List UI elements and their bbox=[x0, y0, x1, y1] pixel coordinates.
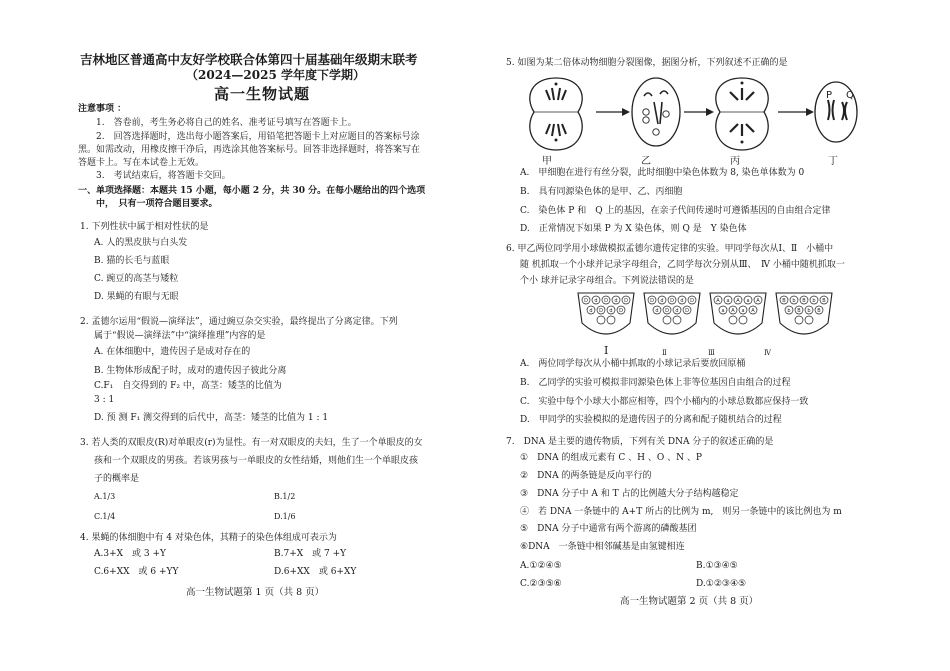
q2-option-b: B. 生物体形成配子时，成对的遗传因子彼此分离 bbox=[94, 366, 287, 376]
ball-letter: d bbox=[660, 298, 664, 304]
bucket-3-icon bbox=[710, 293, 766, 334]
notice-heading: 注意事项 ： bbox=[78, 104, 127, 114]
ball-letter: B bbox=[782, 298, 786, 304]
q5-option-a: A. 甲细胞在进行有丝分裂，此时细胞中染色体数为 8, 染色单体数为 0 bbox=[520, 168, 805, 178]
section-heading: 中， 只有一项符合题目要求。 bbox=[96, 199, 218, 209]
ball-letter: D bbox=[624, 298, 628, 304]
q7-statement: ④ 若 DNA 一条链中的 A+T 所占的比例为 m, 则另一条链中的该比例也为 m bbox=[520, 507, 842, 517]
ball-letter: a bbox=[726, 298, 730, 304]
cell-bing-icon bbox=[716, 78, 768, 150]
ball-letter: D bbox=[685, 308, 689, 314]
cell-division-figure bbox=[516, 72, 861, 162]
q6-stem: 个小 球并记录字母组合。下列说法错误的是 bbox=[520, 276, 694, 286]
ball-letter: d bbox=[655, 308, 659, 314]
q6-stem: 随 机抓取一个小球并记录字母组合，乙同学每次分别从Ⅲ、 Ⅳ 小桶中随机抓取一 bbox=[520, 260, 845, 270]
ball-letter: D bbox=[604, 298, 608, 304]
ball-letter: d bbox=[680, 298, 684, 304]
ball-letter: A bbox=[731, 308, 735, 314]
q7-statement: ⑥DNA 一条链中相邻碱基是由氢键相连 bbox=[520, 542, 685, 552]
q1-option-d: D. 果蝇的有眼与无眼 bbox=[94, 292, 179, 302]
cell-jia-icon bbox=[530, 78, 582, 150]
ball-letter: D bbox=[584, 298, 588, 304]
page-footer: 高一生物试题第 1 页（共 8 页） bbox=[186, 587, 325, 598]
q4-option-d: D.6+XX 或 6+XY bbox=[274, 567, 357, 577]
ball-letter: D bbox=[599, 308, 603, 314]
ball-letter: a bbox=[721, 308, 725, 314]
bucket-label-4: Ⅳ bbox=[764, 349, 771, 357]
q7-statement: ② DNA 的两条链是反向平行的 bbox=[520, 471, 652, 481]
q7-statement: ① DNA 的组成元素有 C 、H 、O 、N 、P bbox=[520, 453, 702, 463]
ball-letter: b bbox=[787, 308, 791, 314]
exam-title: 吉林地区普通高中友好学校联合体第四十届基础年级期末联考 bbox=[80, 52, 418, 67]
figure-label-bing: 丙 bbox=[730, 156, 740, 167]
q4-stem: 4. 果蝇的体细胞中有 4 对染色体，其精子的染色体组成可表示为 bbox=[80, 533, 337, 543]
ball-letter: a bbox=[741, 308, 745, 314]
q7-option-d: D.①②③④⑤ bbox=[696, 579, 747, 589]
ball-letter: b bbox=[792, 298, 796, 304]
bucket-1-icon bbox=[578, 293, 634, 334]
q2-option-c-ratio: 3 : 1 bbox=[94, 395, 115, 405]
figure-label-yi: 乙 bbox=[641, 156, 651, 167]
notice-line: 2. 回答选择题时，选出每小题答案后，用铅笔把答题卡上对应题目的答案标号涂 bbox=[96, 132, 420, 142]
ball-letter: d bbox=[614, 298, 618, 304]
ball-letter: A bbox=[716, 298, 720, 304]
ball-letter: B bbox=[797, 308, 801, 314]
q5-stem: 5. 如图为某二倍体动物细胞分裂图像，据图分析，下列叙述不正确的是 bbox=[506, 58, 788, 68]
ball-letter: D bbox=[665, 308, 669, 314]
ball-letter: A bbox=[756, 298, 760, 304]
ball-letter: B bbox=[822, 298, 826, 304]
q4-option-b: B.7+X 或 7 +Y bbox=[274, 549, 347, 559]
cell-yi-icon bbox=[632, 78, 680, 146]
q7-option-b: B.①③④⑤ bbox=[696, 561, 738, 571]
bucket-label-2: Ⅱ bbox=[662, 349, 667, 357]
q3-stem: 子的概率是 bbox=[94, 474, 140, 484]
q7-statement: ③ DNA 分子中 A 和 T 占的比例越大分子结构越稳定 bbox=[520, 489, 739, 499]
q2-stem: 属于“假说—演绎法”中“演绎推理”内容的是 bbox=[94, 331, 266, 341]
q1-option-c: C. 豌豆的高茎与矮粒 bbox=[94, 274, 179, 284]
notice-line: 1. 答卷前，考生务必将自己的姓名、准考证号填写在答题卡上。 bbox=[96, 118, 357, 128]
ball-letter: b bbox=[812, 298, 816, 304]
bucket-label-3: Ⅲ bbox=[708, 349, 715, 357]
ball-letter: A bbox=[736, 298, 740, 304]
chromosome-q-label: Q bbox=[846, 90, 854, 101]
q3-option-d: D.1/6 bbox=[274, 512, 296, 521]
notice-line: 黑。如需改动，用橡皮擦干净后，再选涂其他答案标号。回答非选择题时，将答案写在 bbox=[78, 145, 421, 155]
bucket-2-icon bbox=[644, 293, 700, 334]
q6-option-c: C. 实验中每个小球大小都应相等，四个小桶内的小球总数都应保持一致 bbox=[520, 397, 809, 407]
q6-option-b: B. 乙同学的实验可模拟非同源染色体上非等位基因自由组合的过程 bbox=[520, 378, 791, 388]
ball-letter: B bbox=[802, 298, 806, 304]
q1-option-b: B. 猫的长毛与蓝眼 bbox=[94, 256, 170, 266]
q4-option-c: C.6+XX 或 6 +YY bbox=[94, 567, 179, 577]
ball-letter: d bbox=[594, 298, 598, 304]
q7-statement: ⑤ DNA 分子中通常有两个游离的磷酸基团 bbox=[520, 524, 697, 534]
ball-buckets-figure bbox=[576, 289, 836, 349]
ball-letter: d bbox=[589, 308, 593, 314]
ball-letter: d bbox=[609, 308, 613, 314]
figure-label-ding: 丁 bbox=[828, 156, 838, 167]
ball-letter: D bbox=[650, 298, 654, 304]
bucket-label-1: Ⅰ bbox=[604, 344, 609, 357]
q2-option-a: A. 在体细胞中，遗传因子是成对存在的 bbox=[94, 347, 251, 357]
ball-letter: b bbox=[807, 308, 811, 314]
exam-year: （2024—2025 学年度下学期） bbox=[186, 68, 365, 82]
ball-letter: D bbox=[690, 298, 694, 304]
q3-option-c: C.1/4 bbox=[94, 512, 116, 521]
section-heading: 一、单项选择题：本题共 15 小题，每小题 2 分，共 30 分。在每小题给出的四个选项 bbox=[78, 186, 426, 196]
exam-subject-title: 高一生物试题 bbox=[214, 85, 311, 103]
q5-option-c: C. 染色体 P 和 Q 上的基因，在亲子代间传递时可遵循基因的自由组合定律 bbox=[520, 206, 831, 216]
notice-line: 答题卡上。写在本试卷上无效。 bbox=[78, 158, 205, 168]
q2-stem: 2. 孟德尔运用“假说—演绎法”，通过豌豆杂交实验，最终提出了分离定律。下列 bbox=[80, 317, 398, 327]
q2-option-d: D. 预 测 F₁ 测交得到的后代中，高茎：矮茎的比值为 1 : 1 bbox=[94, 413, 329, 423]
ball-letter: D bbox=[670, 298, 674, 304]
q3-stem: 孩和一个双眼皮的男孩。若该男孩与一单眼皮的女性结婚，则他们生一个单眼皮孩 bbox=[94, 456, 419, 466]
ball-letter: B bbox=[817, 308, 821, 314]
q1-stem: 1. 下列性状中属于相对性状的是 bbox=[80, 222, 209, 232]
q3-stem: 3. 若人类的双眼皮(R)对单眼皮(r)为显性。有一对双眼皮的夫妇，生了一个单眼皮的女 bbox=[80, 438, 423, 448]
cell-ding-icon bbox=[815, 82, 857, 142]
page-footer: 高一生物试题第 2 页（共 8 页） bbox=[620, 596, 759, 607]
q7-stem: 7. DNA 是主要的遗传物质，下列有关 DNA 分子的叙述正确的是 bbox=[506, 437, 774, 447]
q4-option-a: A.3+X 或 3 +Y bbox=[94, 549, 166, 559]
q5-option-d: D. 正常情况下如果 P 为 X 染色体，则 Q 是 Y 染色体 bbox=[520, 224, 747, 234]
q6-option-a: A. 两位同学每次从小桶中抓取的小球记录后要放回原桶 bbox=[520, 359, 746, 369]
q3-option-a: A.1/3 bbox=[94, 492, 116, 501]
q2-option-c: C.F₁ 自交得到的 F₂ 中，高茎：矮茎的比值为 bbox=[94, 381, 282, 391]
q6-option-d: D. 甲同学的实验模拟的是遗传因子的分离和配子随机结合的过程 bbox=[520, 415, 782, 425]
notice-line: 3. 考试结束后，将答题卡交回。 bbox=[96, 171, 231, 181]
ball-letter: A bbox=[751, 308, 755, 314]
chromosome-p-label: P bbox=[826, 90, 833, 101]
q1-option-a: A. 人的黑皮肤与白头发 bbox=[94, 238, 188, 248]
q3-option-b: B.1/2 bbox=[274, 492, 296, 501]
figure-label-jia: 甲 bbox=[542, 156, 552, 167]
bucket-4-icon bbox=[776, 293, 832, 334]
ball-letter: d bbox=[675, 308, 679, 314]
ball-letter: a bbox=[746, 298, 750, 304]
ball-letter: D bbox=[619, 308, 623, 314]
q5-option-b: B. 具有同源染色体的是甲、乙、丙细胞 bbox=[520, 187, 683, 197]
q6-stem: 6. 甲乙两位同学用小球做模拟孟德尔遗传定律的实验。甲同学每次从Ⅰ、Ⅱ 小桶中 bbox=[506, 244, 834, 254]
q7-option-a: A.①②④⑤ bbox=[520, 561, 562, 571]
q7-option-c: C.②③⑤⑥ bbox=[520, 579, 562, 589]
